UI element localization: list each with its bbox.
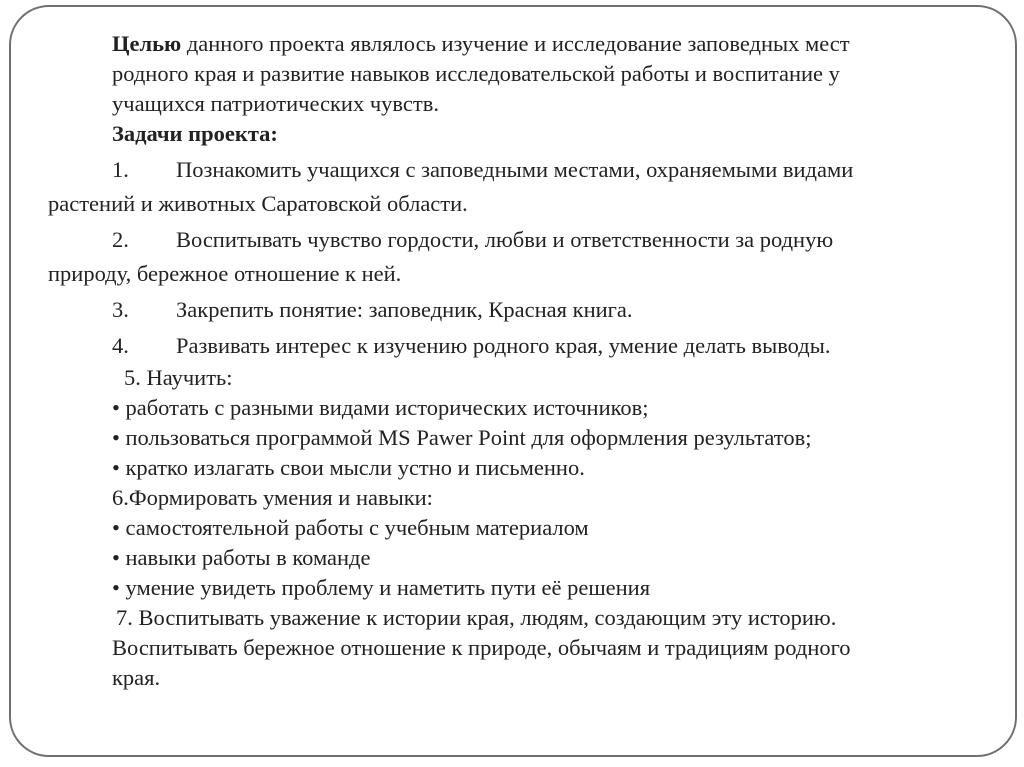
item-6-bullet: • умение увидеть проблему и наметить пути её решения <box>112 575 651 600</box>
task-body <box>176 225 833 255</box>
item-6-bullet: • самостоятельной работы с учебным материалом <box>112 515 589 540</box>
item-5-bullet: • работать с разными видами исторических источников; <box>112 395 649 420</box>
task-line: Развивать интерес к изучению родного края, умение делать выводы. <box>176 333 831 358</box>
task-number: 4. <box>112 333 129 358</box>
task-line: Познакомить учащихся с заповедными местами, охраняемыми видами <box>176 157 854 182</box>
task-number: 1. <box>112 157 129 182</box>
task-1 <box>112 155 972 185</box>
item-6-heading: 6.Формировать умения и навыки: <box>112 485 433 510</box>
task-3 <box>112 295 972 325</box>
item-7-line-2: Воспитывать бережное отношение к природе, обычаям и традициям родного <box>112 635 851 660</box>
task-line: растений и животных Саратовской области. <box>48 191 468 216</box>
task-2-continuation <box>48 259 972 289</box>
slide-content <box>48 29 972 693</box>
task-2 <box>112 225 972 255</box>
task-line: Воспитывать чувство гордости, любви и ответственности за родную <box>176 227 834 252</box>
goal-line-3: учащихся патриотических чувств. <box>112 91 439 116</box>
goal-line-1 <box>112 29 972 59</box>
task-number: 2. <box>112 227 129 252</box>
item-7-line-3: края. <box>112 665 161 690</box>
task-4 <box>112 331 972 361</box>
item-6-bullet: • навыки работы в команде <box>112 545 371 570</box>
task-1-continuation <box>48 189 972 219</box>
task-number: 3. <box>112 297 129 322</box>
goal-line-2: родного края и развитие навыков исследовательской работы и воспитание у <box>112 61 840 86</box>
goal-bold-word: Целью <box>112 31 182 56</box>
tasks-heading: Задачи проекта: <box>112 121 278 146</box>
goal-line-1-text: данного проекта являлось изучение и исследование заповедных мест <box>181 31 850 56</box>
item-5-bullet: • кратко излагать свои мысли устно и письменно. <box>112 455 585 480</box>
task-line: Закрепить понятие: заповедник, Красная книга. <box>176 297 633 322</box>
item-5-bullet: • пользоваться программой MS Pawer Point для оформления результатов; <box>112 425 812 450</box>
task-line: природу, бережное отношение к ней. <box>48 261 402 286</box>
item-5-heading: 5. Научить: <box>124 365 233 390</box>
item-7-line-1: 7. Воспитывать уважение к истории края, людям, создающим эту историю. <box>116 605 837 630</box>
task-body <box>176 155 853 185</box>
